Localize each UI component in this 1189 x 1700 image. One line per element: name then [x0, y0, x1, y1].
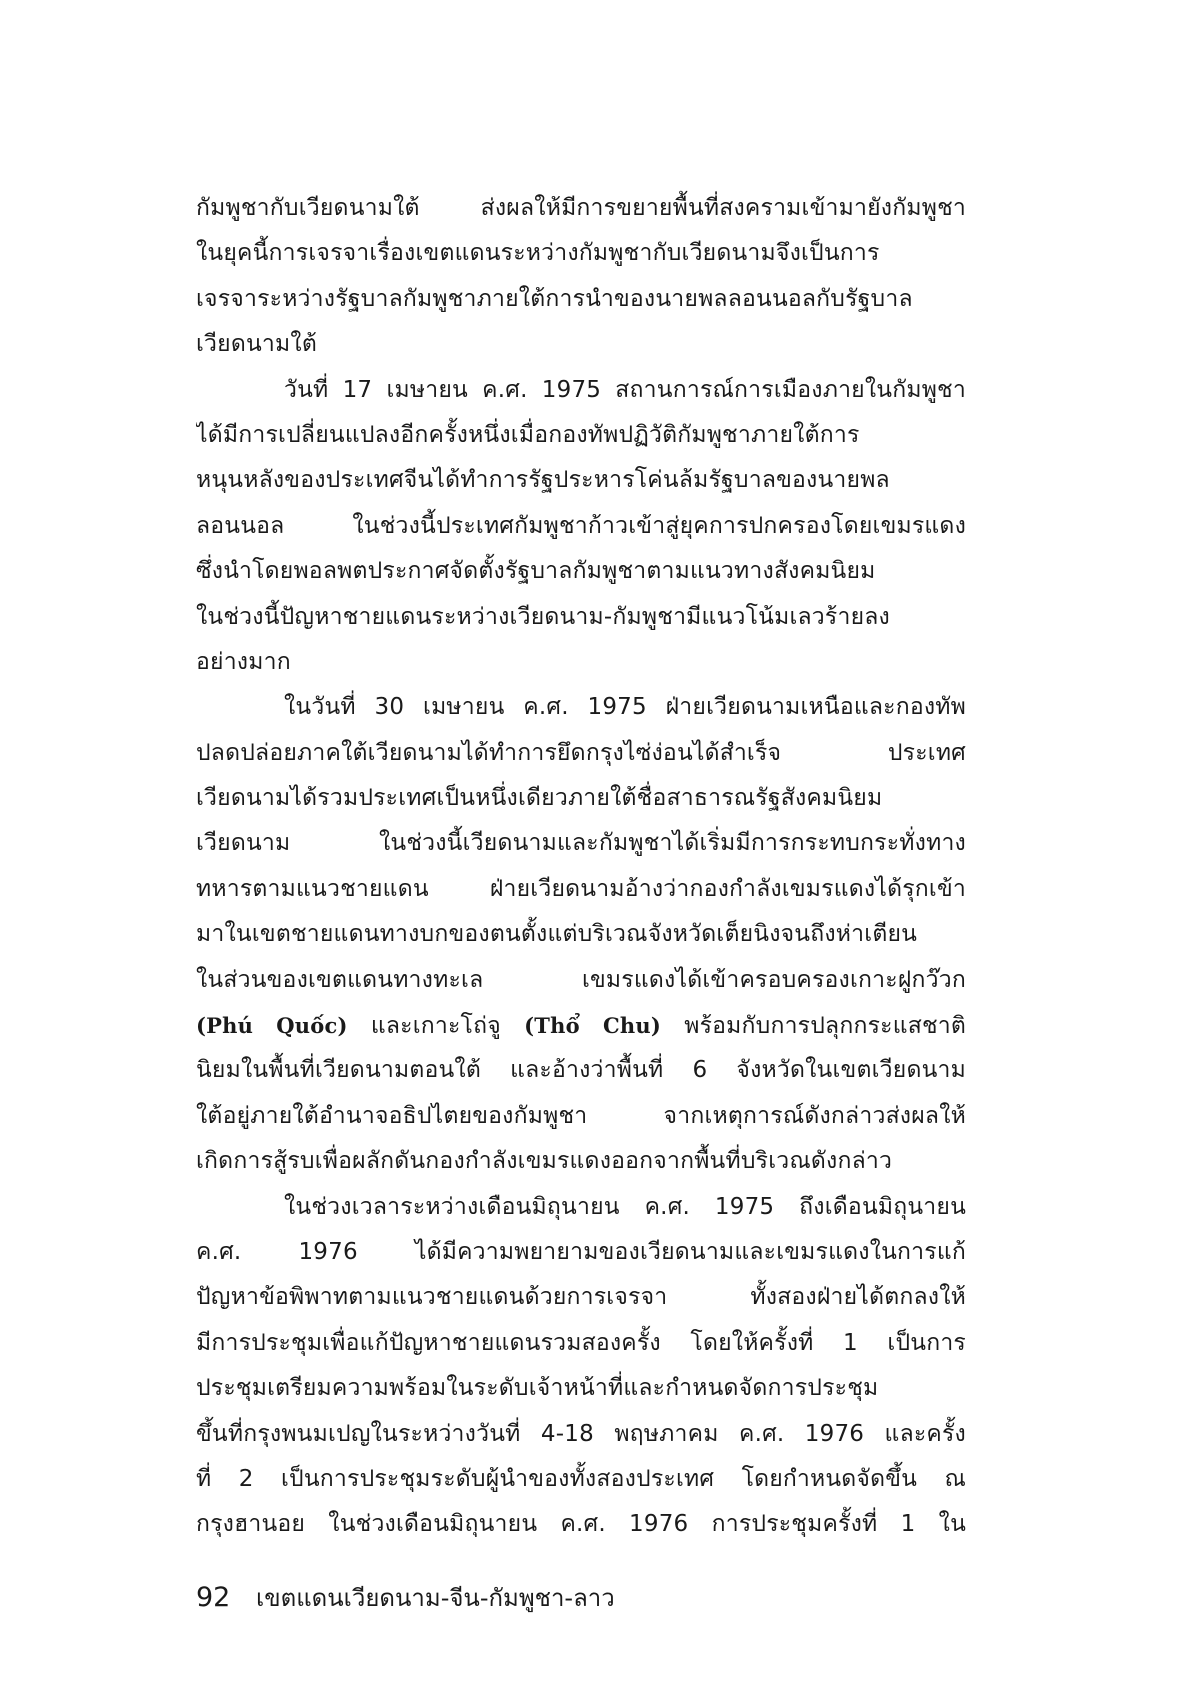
inline-text: พร้อมกับการปลุกกระแสชาติ — [661, 1013, 966, 1040]
paragraph — [196, 368, 966, 686]
text-line: ประชุมเตรียมความพร้อมในระดับเจ้าหน้าที่และกำหนดจัดการประชุม — [196, 1375, 879, 1402]
text-line: ในช่วงเวลาระหว่างเดือนมิถุนายน ค.ศ. 1975 ถึงเดือนมิถุนายน — [284, 1193, 966, 1220]
text-line: ลอนนอล ในช่วงนี้ประเทศกัมพูชาก้าวเข้าสู่ยุคการปกครองโดยเขมรแดง — [196, 512, 966, 539]
page-footer — [196, 1578, 615, 1617]
text-line: ทหารตามแนวชายแดน ฝ่ายเวียดนามอ้างว่ากองกำลังเขมรแดงได้รุกเข้า — [196, 875, 966, 902]
text-line: เวียดนามใต้ — [196, 331, 317, 358]
place-name-phu-quoc: (Phú Quốc) — [196, 1013, 348, 1039]
place-name-tho-chu: (Thổ Chu) — [524, 1013, 661, 1039]
text-line: ปลดปล่อยภาคใต้เวียดนามได้ทำการยึดกรุงไซ่ง่อนได้สำเร็จ ประเทศ — [196, 739, 966, 766]
text-line — [196, 1003, 966, 1048]
text-line: อย่างมาก — [196, 648, 291, 675]
inline-text: และเกาะโถ่จู — [347, 1013, 525, 1040]
running-title: เขตแดนเวียดนาม-จีน-กัมพูชา-ลาว — [256, 1584, 615, 1612]
paragraph — [196, 186, 966, 368]
text-line: ในส่วนของเขตแดนทางทะเล เขมรแดงได้เข้าครอบครองเกาะฝูกว๊วก — [196, 966, 966, 993]
text-line: เวียดนามได้รวมประเทศเป็นหนึ่งเดียวภายใต้ชื่อสาธารณรัฐสังคมนิยม — [196, 785, 883, 812]
text-line: มีการประชุมเพื่อแก้ปัญหาชายแดนรวมสองครั้ง โดยให้ครั้งที่ 1 เป็นการ — [196, 1329, 966, 1356]
text-line: นิยมในพื้นที่เวียดนามตอนใต้ และอ้างว่าพื้นที่ 6 จังหวัดในเขตเวียดนาม — [196, 1057, 966, 1084]
text-line: ในวันที่ 30 เมษายน ค.ศ. 1975 ฝ่ายเวียดนามเหนือและกองทัพ — [284, 694, 966, 721]
text-line: ใต้อยู่ภายใต้อำนาจอธิปไตยของกัมพูชา จากเหตุการณ์ดังกล่าวส่งผลให้ — [196, 1102, 966, 1129]
page-number: 92 — [196, 1582, 231, 1613]
paragraph — [196, 1185, 966, 1548]
text-line: กรุงฮานอย ในช่วงเดือนมิถุนายน ค.ศ. 1976 การประชุมครั้งที่ 1 ใน — [196, 1511, 966, 1538]
text-line: กัมพูชากับเวียดนามใต้ ส่งผลให้มีการขยายพื้นที่สงครามเข้ามายังกัมพูชา — [196, 195, 966, 221]
text-line: มาในเขตชายแดนทางบกของตนตั้งแต่บริเวณจังหวัดเต็ยนิงจนถึงห่าเตียน — [196, 921, 918, 948]
text-line: ปัญหาข้อพิพาทตามแนวชายแดนด้วยการเจรจา ทั้งสองฝ่ายได้ตกลงให้ — [196, 1284, 966, 1311]
text-line: ในยุคนี้การเจรจาเรื่องเขตแดนระหว่างกัมพูชากับเวียดนามจึงเป็นการ — [196, 240, 880, 267]
text-line: ขึ้นที่กรุงพนมเปญในระหว่างวันที่ 4-18 พฤษภาคม ค.ศ. 1976 และครั้ง — [196, 1420, 966, 1447]
text-line: เจรจาระหว่างรัฐบาลกัมพูชาภายใต้การนำของนายพลลอนนอลกับรัฐบาล — [196, 285, 913, 312]
body-text — [196, 186, 966, 1548]
text-line: ค.ศ. 1976 ได้มีความพยายามของเวียดนามและเขมรแดงในการแก้ — [196, 1238, 966, 1265]
text-line: ซึ่งนำโดยพอลพตประกาศจัดตั้งรัฐบาลกัมพูชาตามแนวทางสังคมนิยม — [196, 558, 876, 585]
text-line: ในช่วงนี้ปัญหาชายแดนระหว่างเวียดนาม-กัมพูชามีแนวโน้มเลวร้ายลง — [196, 603, 890, 630]
text-line: หนุนหลังของประเทศจีนได้ทำการรัฐประหารโค่นล้มรัฐบาลของนายพล — [196, 467, 890, 494]
text-line: เกิดการสู้รบเพื่อผลักดันกองกำลังเขมรแดงออกจากพื้นที่บริเวณดังกล่าว — [196, 1148, 893, 1175]
text-line: เวียดนาม ในช่วงนี้เวียดนามและกัมพูชาได้เริ่มมีการกระทบกระทั่งทาง — [196, 830, 966, 857]
text-line: วันที่ 17 เมษายน ค.ศ. 1975 สถานการณ์การเมืองภายในกัมพูชา — [284, 376, 966, 403]
text-line: ได้มีการเปลี่ยนแปลงอีกครั้งหนึ่งเมื่อกองทัพปฏิวัติกัมพูชาภายใต้การ — [196, 421, 860, 448]
paragraph — [196, 685, 966, 1184]
text-line: ที่ 2 เป็นการประชุมระดับผู้นำของทั้งสองประเทศ โดยกำหนดจัดขึ้น ณ — [196, 1465, 966, 1492]
